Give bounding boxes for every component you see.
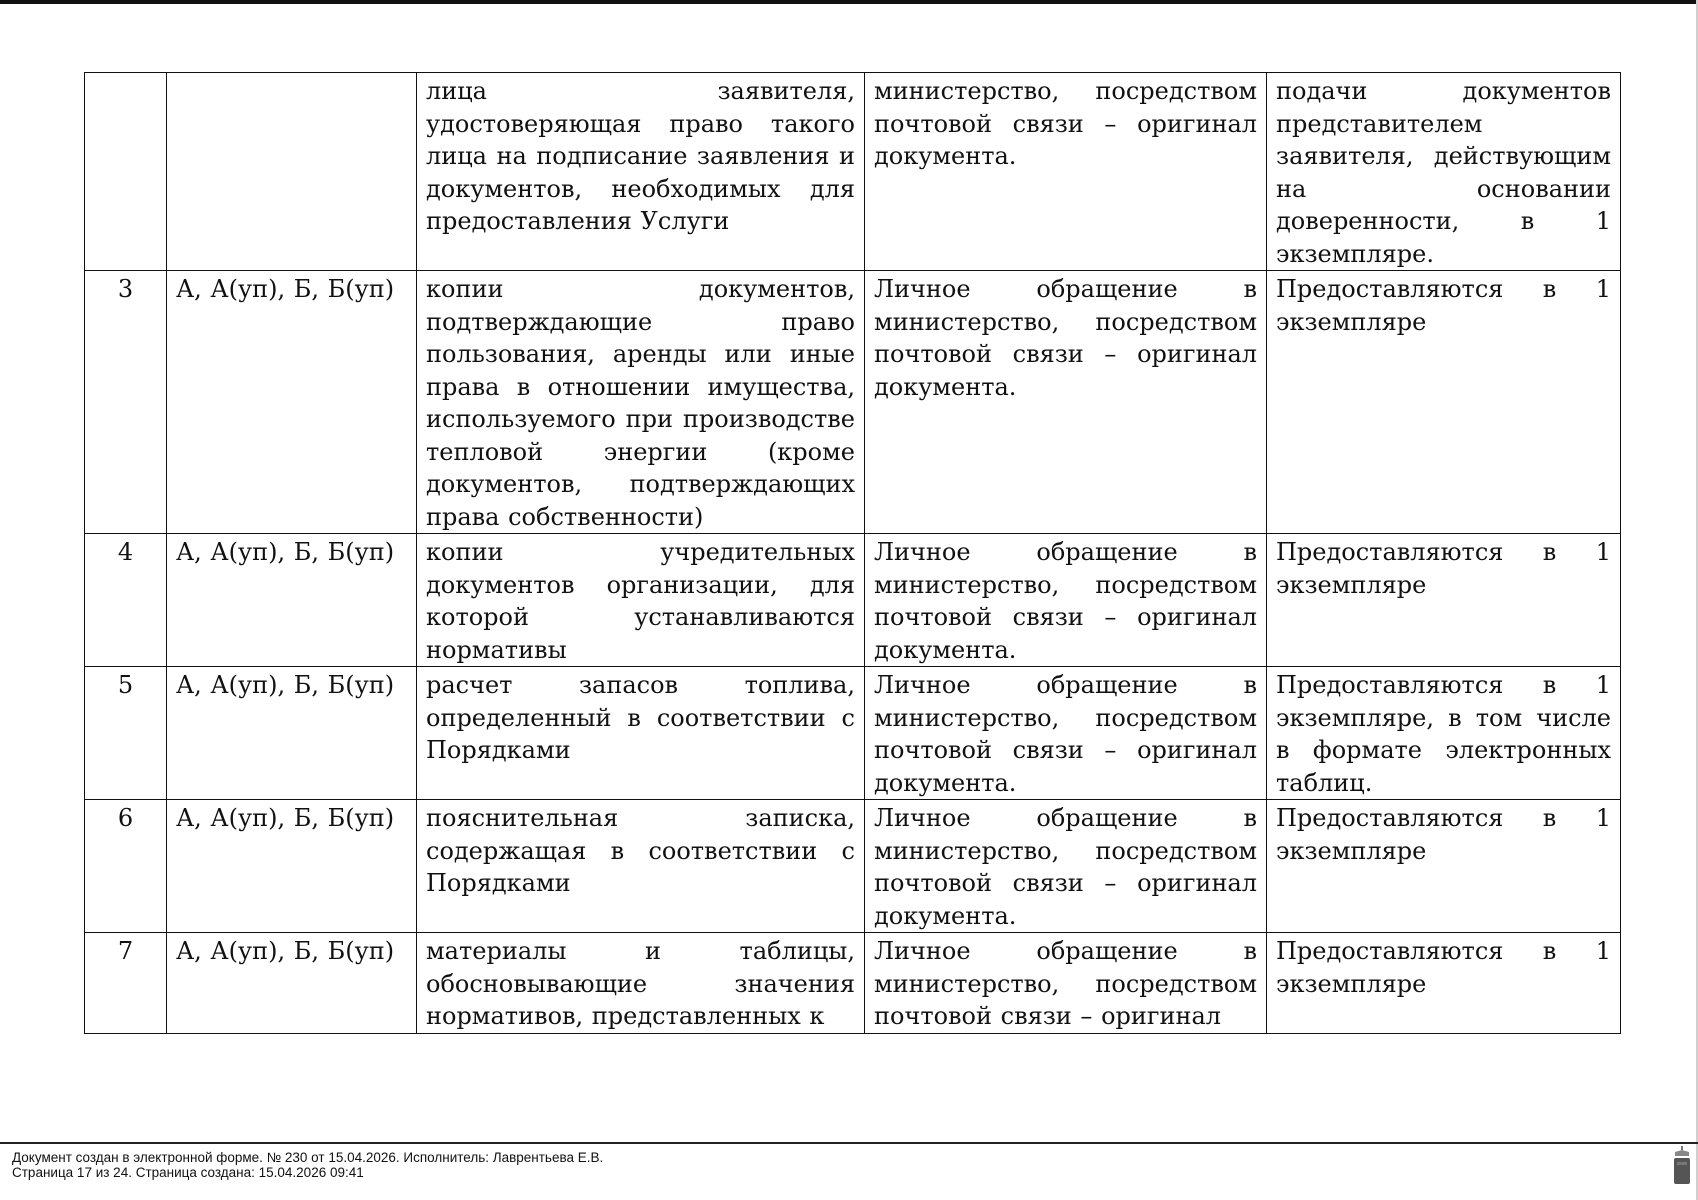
- table-row: [85, 271, 1621, 534]
- row-document: материалы и таблицы, обосновывающие значения нормативов, представленных к: [417, 933, 865, 1034]
- row-requirements: Предоставляются в 1 экземпляре: [1267, 800, 1621, 933]
- row-document: пояснительная записка, содержащая в соответствии с Порядками: [417, 800, 865, 933]
- row-category: А, А(уп), Б, Б(уп): [167, 667, 417, 800]
- row-document: копии документов, подтверждающие право пользования, аренды или иные права в отношении имущества, используемого при производстве тепловой энергии (кроме документов, подтверждающих права собственности): [417, 271, 865, 534]
- row-number: 7: [85, 933, 167, 1034]
- row-submission-method: Личное обращение в министерство, посредством почтовой связи – оригинал документа.: [865, 534, 1267, 667]
- row-number: 3: [85, 271, 167, 534]
- row-category: А, А(уп), Б, Б(уп): [167, 933, 417, 1034]
- row-requirements: Предоставляются в 1 экземпляре, в том числе в формате электронных таблиц.: [1267, 667, 1621, 800]
- table-row: [85, 73, 1621, 271]
- row-document: копии учредительных документов организации, для которой устанавливаются нормативы: [417, 534, 865, 667]
- documents-table: [84, 72, 1621, 1034]
- row-submission-method: Личное обращение в министерство, посредством почтовой связи – оригинал документа.: [865, 800, 1267, 933]
- row-number: 4: [85, 534, 167, 667]
- footer-page-info: Страница 17 из 24. Страница создана: 15.04.2026 09:41: [12, 1165, 364, 1180]
- row-category: А, А(уп), Б, Б(уп): [167, 271, 417, 534]
- table-row: [85, 800, 1621, 933]
- row-category: [167, 73, 417, 271]
- row-requirements: Предоставляются в 1 экземпляре: [1267, 534, 1621, 667]
- table-row: [85, 933, 1621, 1034]
- table-row: [85, 534, 1621, 667]
- row-document: лица заявителя, удостоверяющая право такого лица на подписание заявления и документов, необходимых для предоставления Услуги: [417, 73, 865, 271]
- document-footer: [12, 1150, 603, 1180]
- row-number: 6: [85, 800, 167, 933]
- row-number: 5: [85, 667, 167, 800]
- row-requirements: подачи документов представителем заявителя, действующим на основании доверенности, в 1 экземпляре.: [1267, 73, 1621, 271]
- table-row: [85, 667, 1621, 800]
- row-submission-method: Личное обращение в министерство, посредством почтовой связи – оригинал: [865, 933, 1267, 1034]
- document-emblem-icon: [1672, 1146, 1692, 1186]
- footer-document-info: Документ создан в электронной форме. № 230 от 15.04.2026. Исполнитель: Лаврентьева Е.В.: [12, 1150, 604, 1165]
- row-category: А, А(уп), Б, Б(уп): [167, 800, 417, 933]
- row-number: [85, 73, 167, 271]
- row-submission-method: министерство, посредством почтовой связи – оригинал документа.: [865, 73, 1267, 271]
- row-submission-method: Личное обращение в министерство, посредством почтовой связи – оригинал документа.: [865, 667, 1267, 800]
- row-submission-method: Личное обращение в министерство, посредством почтовой связи – оригинал документа.: [865, 271, 1267, 534]
- row-document: расчет запасов топлива, определенный в соответствии с Порядками: [417, 667, 865, 800]
- row-requirements: Предоставляются в 1 экземпляре: [1267, 271, 1621, 534]
- scan-top-edge: [0, 0, 1698, 4]
- row-category: А, А(уп), Б, Б(уп): [167, 534, 417, 667]
- footer-divider: [0, 1142, 1698, 1144]
- row-requirements: Предоставляются в 1 экземпляре: [1267, 933, 1621, 1034]
